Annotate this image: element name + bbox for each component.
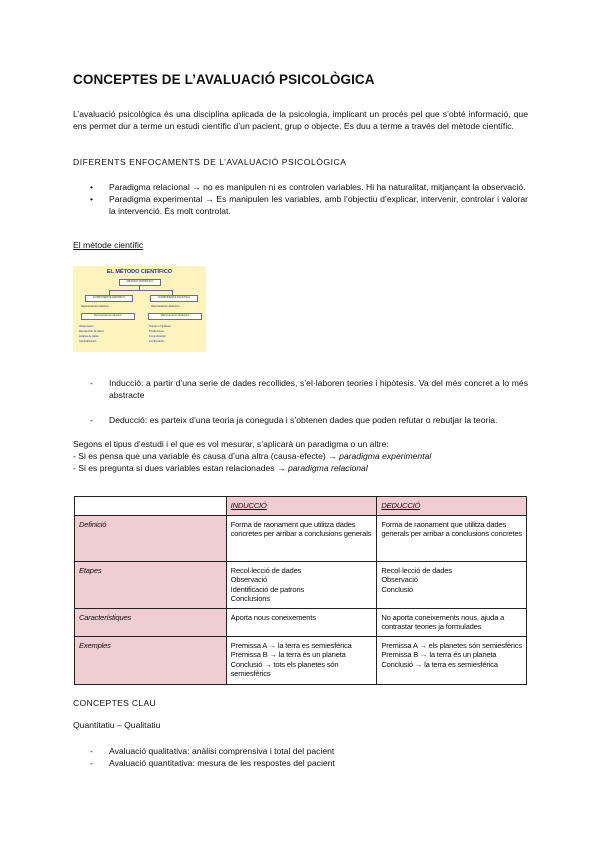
bullet-marker: •: [90, 194, 94, 205]
dash-marker: -: [90, 746, 93, 756]
figure-right-line: Comprobación: [149, 335, 166, 338]
paradigma-line-2-emph: paradigma relacional: [287, 463, 368, 473]
dash-marker: -: [90, 378, 93, 388]
row-label: Exemples: [75, 637, 227, 685]
avaluacions-list: [73, 745, 528, 769]
paradigma-line-1-text: - Si es pensa que una variable és causa d’una altra (causa-efecte) →: [73, 451, 340, 461]
cell-line: Premissa A → la terra es semiesférica: [230, 641, 352, 650]
row-label: Definició: [75, 516, 227, 562]
table-cell: [377, 562, 527, 609]
cell-line: Conclusió → tots els planetes són semiesfèrics: [230, 659, 339, 679]
table-cell: [377, 637, 527, 685]
cell-line: Conclusions: [230, 594, 270, 604]
cell-line: Observació: [381, 575, 418, 585]
figure-left-line: Generalización: [79, 340, 97, 343]
table-header-cell: [377, 497, 527, 516]
figure-left-line: Observación: [79, 325, 94, 328]
table-cell: [226, 609, 377, 637]
figure-connector: [109, 290, 172, 291]
cell-line: Aporta nous coneixements: [230, 613, 316, 622]
cell-line: Forma de raonament que utilitza dades generals per arribar a conclusions concretes: [381, 520, 522, 539]
figure-left-line: Recolección de datos: [79, 330, 104, 333]
bullet-marker: •: [90, 182, 94, 192]
figure-top-box: MÉTODO CIENTÍFICO: [119, 279, 161, 286]
row-label: Etapes: [75, 562, 227, 609]
dash-marker: -: [90, 415, 93, 426]
list-item: [73, 193, 528, 217]
list-item-text: Avaluació qualitativa: anàlisi comprensiva i total del pacient: [109, 746, 335, 756]
cell-line: Observació: [230, 575, 268, 585]
metode-title: El mètode científic: [73, 240, 144, 250]
list-item: [73, 377, 528, 401]
list-item-text: Inducció: a partir d’una serie de dades recollides, s’el·laboren teories i hipòtesis. Va del més concret a lo més abstracte: [109, 378, 528, 401]
section-heading-enfocaments: DIFERENTS ENFOCAMENTS DE L’AVALUACIÓ PSICOLÒGICA: [73, 157, 347, 167]
enfocaments-list: [73, 181, 528, 218]
cell-line: Conclusió → la terra es semiesférica: [381, 659, 498, 669]
figure-left-box-2: Razonamiento inductivo: [81, 313, 135, 320]
row-label: Característiques: [75, 609, 227, 637]
figure-right-line: Teorías e hipótesis: [149, 325, 171, 328]
cell-line: Premissa A → els planetes són semiesfèrics: [381, 641, 522, 650]
quantitatiu-qualitatiu: Quantitatiu – Qualitatiu: [73, 720, 161, 730]
cell-line: Forma de raonament que utilitza dades concretes per arribar a conclusions generals: [230, 520, 372, 539]
paradigma-line-2-text: - Si es pregunta si dues variables estan relacionades →: [73, 463, 288, 473]
table-row: [75, 609, 527, 637]
table-header-cell: [75, 497, 227, 516]
list-item-text: Paradigma relacional → no es manipulen ni es controlen variables. Hi ha naturalitat, mitjançant la observació.: [109, 182, 526, 192]
table-row: [75, 637, 527, 685]
list-item: [73, 745, 528, 757]
figure-left-sub: Razonamiento inductivo: [81, 305, 109, 308]
table-row: [75, 562, 527, 609]
figure-right-box: COMPONENTE RACIONAL: [150, 295, 198, 302]
header-induccio: INDUCCIÓ: [230, 501, 267, 510]
table-header-row: [75, 497, 527, 516]
table-cell: [226, 516, 377, 562]
table-header-cell: [226, 497, 377, 516]
figure-title: EL MÉTODO CIENTÍFICO: [106, 269, 173, 275]
cell-line: Recol·lecció de dades: [381, 566, 452, 575]
paradigma-line-2: [73, 462, 528, 474]
figure-right-sub: Razonamiento deductivo: [151, 305, 180, 308]
list-item: [73, 181, 528, 193]
list-item: [73, 414, 528, 426]
figure-left-box: COMPONENTE EMPÍRICO: [85, 295, 133, 302]
header-deduccio: DEDUCCIÓ: [381, 501, 421, 510]
list-item-text: Deducció: es parteix d’una teoria ja coneguda i s’obtenen dades que poden refutar o rebutjar la teoria.: [109, 415, 498, 426]
paradigma-intro: Segons el tipus d’estudi i el que es vol mesurar, s’aplicarà un paradigma o un altre:: [73, 439, 389, 449]
figure-right-line: Confirmación: [149, 340, 165, 343]
cell-line: Premissa B → la terra és un planeta: [230, 650, 346, 660]
table-cell: [377, 609, 527, 637]
figure-right-box-2: Razonamiento deductivo: [148, 313, 202, 320]
cell-line: Premissa B → la terra és un planeta: [381, 650, 497, 660]
figure-left-line: Análisis de datos: [79, 335, 99, 338]
cell-line: Recol·lecció de dades: [230, 566, 302, 575]
table-cell: [377, 516, 527, 562]
metode-list: [73, 377, 528, 427]
table-cell: [226, 562, 377, 609]
comparison-table: [74, 496, 527, 685]
paradigma-line-1: [73, 450, 528, 462]
table-cell: [226, 637, 377, 685]
intro-paragraph: L’avaluació psicològica és una disciplina aplicada de la psicologia, implicant un procés pel que s’obté informació, que ens permet dur a terme un estudi científic d’un pacient, grup o objecte. Es duu a terme a través del mètode científic.: [73, 109, 528, 132]
section-heading-conceptes-clau: CONCEPTES CLAU: [73, 698, 156, 708]
list-item-text: Avaluació quantitativa: mesura de les respostes del pacient: [109, 758, 335, 769]
cell-line: Identificació de patrons: [230, 584, 304, 594]
page-title: CONCEPTES DE L’AVALUACIÓ PSICOLÒGICA: [73, 72, 375, 87]
cell-line: No aporta coneixements nous, ajuda a contrastar teories ja formulades: [381, 613, 505, 632]
table-row: [75, 516, 527, 562]
list-item-text: Paradigma experimental → Es manipulen les variables, amb l’objectiu d’explicar, intervenir, controlar i valorar la intervenció. És molt controlat.: [109, 194, 528, 217]
dash-marker: -: [90, 758, 93, 769]
cell-line: Conclusió: [381, 584, 413, 594]
figure-right-line: Predicciones: [149, 330, 164, 333]
paradigma-line-1-emph: paradigma experimental: [339, 451, 432, 461]
metodo-cientifico-figure: [73, 266, 206, 352]
list-item: [73, 757, 528, 769]
